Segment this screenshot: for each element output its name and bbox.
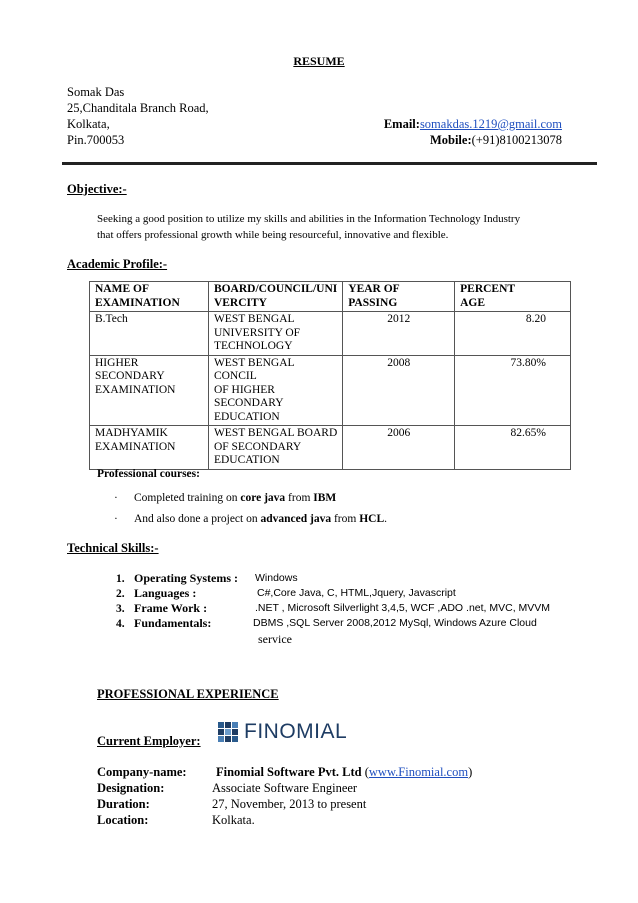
cell-percentage: 8.20 [455, 312, 571, 356]
list-item [116, 586, 196, 602]
skill-value: Windows [255, 572, 298, 584]
page-title: RESUME [293, 54, 345, 68]
cell-year: 2008 [343, 355, 455, 426]
academic-table [89, 281, 571, 470]
cell-percentage: 73.80% [455, 355, 571, 426]
address-line-1: 25,Chanditala Branch Road, [67, 101, 209, 115]
logo-wordmark: FINOMIAL [244, 720, 348, 743]
mobile-row [430, 132, 562, 148]
cell-board: WEST BENGAL UNIVERSITY OF TECHNOLOGY [208, 312, 342, 356]
objective-line-2: that offers professional growth while being resourceful, innovative and flexible. [97, 229, 449, 241]
cell-board: WEST BENGAL BOARD OF SECONDARY EDUCATION [208, 426, 342, 470]
skill-value-continued: service [258, 632, 292, 646]
course-text: from [331, 513, 360, 525]
paren-close: ) [468, 765, 473, 779]
course-highlight: IBM [313, 492, 337, 504]
course-text: from [285, 492, 314, 504]
designation-label: Designation: [97, 781, 165, 795]
course-highlight: core java [240, 492, 286, 504]
address-line-2: Kolkata, [67, 117, 110, 131]
academic-heading: Academic Profile:- [67, 257, 168, 271]
professional-courses-heading: Professional courses: [97, 468, 200, 480]
table-row [90, 426, 571, 470]
company-logo [216, 720, 347, 744]
bullet-icon: · [114, 513, 118, 525]
list-item [116, 616, 211, 632]
candidate-name: Somak Das [67, 85, 125, 99]
company-name: Finomial Software Pvt. Ltd [216, 765, 362, 779]
header-divider [62, 162, 597, 165]
email-link[interactable]: somakdas.1219@gmail.com [419, 117, 562, 131]
list-item [116, 601, 207, 617]
list-item [116, 571, 238, 587]
item-number: 4. [116, 618, 125, 630]
table-row [90, 355, 571, 426]
table-row [90, 312, 571, 356]
cell-exam: HIGHER SECONDARY EXAMINATION [90, 355, 209, 426]
email-row [384, 116, 562, 132]
bullet-icon: · [114, 492, 118, 504]
item-number: 1. [116, 573, 125, 585]
mobile-label: Mobile: [429, 133, 472, 147]
current-employer-label: Current Employer: [97, 734, 201, 748]
cell-board: WEST BENGAL CONCIL OF HIGHER SECONDARY EDUCATION [208, 355, 342, 426]
location-label: Location: [97, 813, 149, 827]
item-number: 2. [116, 588, 125, 600]
course-highlight: advanced java [260, 513, 332, 525]
skill-label: Operating Systems : [134, 571, 238, 585]
header-board: BOARD/COUNCIL/UNI VERCITY [208, 282, 342, 312]
location-value: Kolkata. [212, 813, 255, 827]
designation-value: Associate Software Engineer [212, 781, 358, 795]
table-header-row [90, 282, 571, 312]
company-website-link[interactable]: www.Finomial.com [368, 765, 469, 779]
skill-value: DBMS ,SQL Server 2008,2012 MySql, Windows Azure Cloud [253, 617, 537, 629]
course-text: And also done a project on [134, 513, 261, 525]
skill-label: Fundamentals: [134, 616, 212, 630]
course-highlight: HCL [359, 513, 385, 525]
objective-line-1: Seeking a good position to utilize my skills and abilities in the Information Technology Industry [97, 213, 521, 225]
skill-label: Frame Work : [134, 601, 208, 615]
paren-open: ( [364, 765, 369, 779]
item-number: 3. [116, 603, 125, 615]
header-exam: NAME OF EXAMINATION [90, 282, 209, 312]
experience-heading: PROFESSIONAL EXPERIENCE [97, 687, 279, 701]
list-item [114, 492, 336, 504]
mobile-number: (+91)8100213078 [471, 133, 562, 147]
finomial-logo-icon [216, 720, 240, 744]
skill-label: Languages : [134, 586, 197, 600]
header-year: YEAR OF PASSING [343, 282, 455, 312]
course-text: Completed training on [134, 492, 241, 504]
list-item [114, 513, 387, 525]
skill-value: .NET , Microsoft Silverlight 3,4,5, WCF ,ADO .net, MVC, MVVM [255, 602, 551, 614]
cell-year: 2012 [343, 312, 455, 356]
pin-code: Pin.700053 [67, 133, 125, 147]
header-percentage: PERCENT AGE [455, 282, 571, 312]
cell-percentage: 82.65% [455, 426, 571, 470]
technical-skills-heading: Technical Skills:- [67, 541, 159, 555]
cell-exam: MADHYAMIK EXAMINATION [90, 426, 209, 470]
company-name-label: Company-name: [97, 765, 187, 779]
cell-exam: B.Tech [90, 312, 209, 356]
company-name-value [216, 765, 472, 780]
email-label: Email: [383, 117, 420, 131]
objective-heading: Objective:- [67, 182, 127, 196]
course-text: . [384, 513, 387, 525]
skill-value: C#,Core Java, C, HTML,Jquery, Javascript [257, 587, 456, 599]
cell-year: 2006 [343, 426, 455, 470]
duration-value: 27, November, 2013 to present [212, 797, 367, 811]
duration-label: Duration: [97, 797, 150, 811]
